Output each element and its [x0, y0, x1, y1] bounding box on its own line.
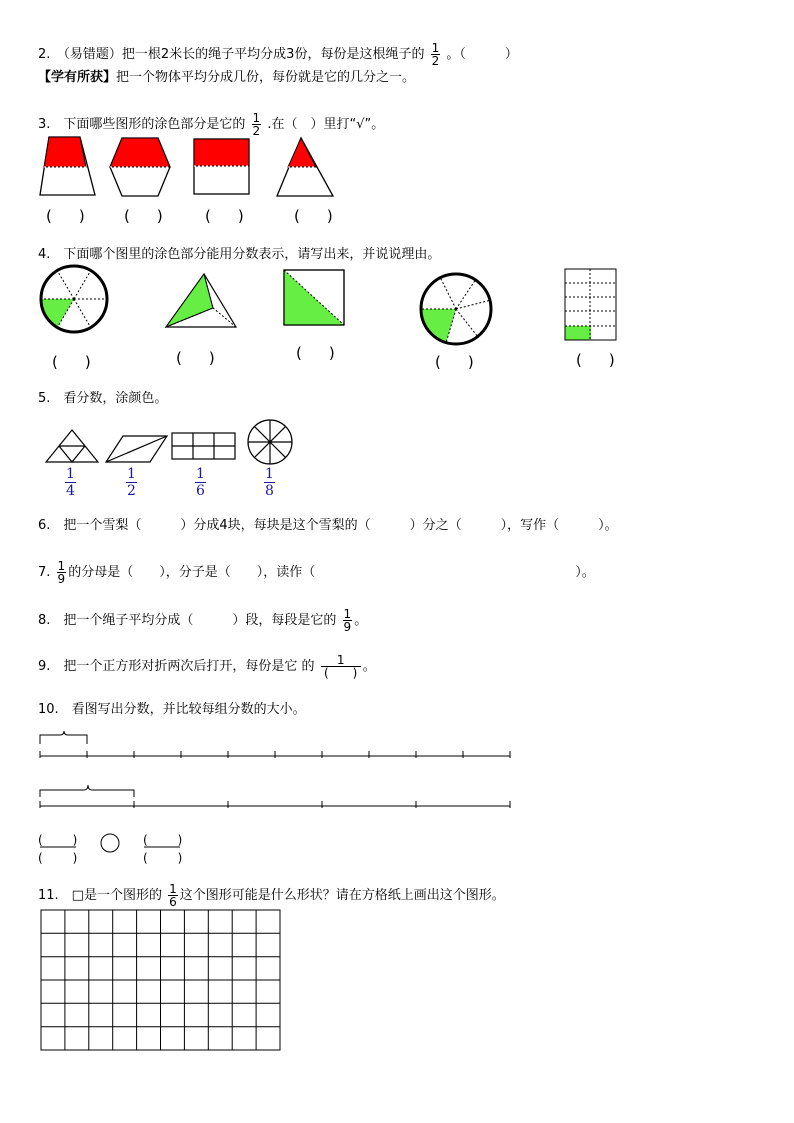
triangle-quarters — [46, 430, 98, 462]
fraction: $\frac{1}{2}$ — [252, 111, 261, 138]
answer-paren[interactable]: ( ) — [205, 207, 250, 225]
question-11-text: 11. □是一个图形的 — [38, 888, 162, 903]
rectangle-grid-one-shaded — [565, 269, 616, 340]
circle-eighths — [248, 420, 292, 464]
square-grid-paper[interactable] — [41, 910, 280, 1050]
answer-paren[interactable]: ( ) — [52, 353, 97, 371]
question-8-tail: 。 — [354, 613, 368, 628]
answer-numerator[interactable]: ( ) — [143, 833, 185, 847]
rectangle-sixths — [172, 433, 235, 459]
answer-numerator[interactable]: ( ) — [38, 833, 80, 847]
square-half-shaded — [194, 139, 249, 194]
question-4: 4. 下面哪个图里的涂色部分能用分数表示，请写出来，并说说理由。 — [38, 247, 441, 262]
parallelogram-halves — [106, 436, 167, 462]
fraction-label: $\frac{1}{8}$ — [265, 466, 274, 499]
fraction-label: $\frac{1}{2}$ — [127, 466, 136, 499]
answer-paren[interactable]: ( ) — [46, 207, 91, 225]
question-11 — [38, 883, 505, 908]
tip-text: 把一个物体平均分成几份，每份就是它的几分之一。 — [116, 70, 416, 85]
fraction: $\frac{1}{9}$ — [57, 559, 66, 586]
circle-sixths-unequal-shaded — [421, 274, 491, 344]
number-line-2 — [40, 785, 510, 808]
question-9 — [38, 654, 376, 679]
fraction: $\frac{1}{6}$ — [169, 882, 177, 909]
question-11-text-post: 这个图形可能是什么形状？请在方格纸上画出这个图形。 — [179, 888, 505, 903]
question-8 — [38, 608, 367, 633]
fraction: $\frac{1}{9}$ — [343, 607, 352, 634]
number-line-1 — [40, 731, 510, 758]
question-8-text: 8. 把一个绳子平均分成（ ）段，每段是它的 — [38, 613, 337, 628]
fraction-label: $\frac{1}{4}$ — [66, 466, 75, 499]
question-7-text: 的分母是（ ），分子是（ ），读作（ ）。 — [68, 565, 595, 580]
pyramid-triangle-one-shaded — [166, 274, 236, 327]
answer-paren[interactable]: ( ) — [294, 207, 339, 225]
question-5: 5. 看分数，涂颜色。 — [38, 391, 168, 406]
answer-paren[interactable]: ( ) — [576, 351, 621, 369]
question-3-text: 3. 下面哪些图形的涂色部分是它的 — [38, 117, 246, 132]
trapezoid-half-shaded — [40, 137, 95, 195]
question-6: 6. 把一个雪梨（ ）分成4块，每块是这个雪梨的（ ）分之（ ），写作（ ）。 — [38, 518, 618, 533]
question-3-tail: .在（ ）里打“√”。 — [267, 117, 385, 132]
square-diagonal-half-shaded — [284, 270, 344, 325]
question-7 — [38, 560, 595, 585]
answer-paren[interactable]: ( ) — [435, 353, 480, 371]
answer-paren[interactable]: ( ) — [296, 344, 341, 362]
answer-denominator[interactable]: ( ) — [143, 851, 185, 865]
question-number: 7. — [38, 565, 51, 580]
fraction: $\frac{1}{2}$ — [431, 41, 440, 68]
answer-denominator[interactable]: ( ) — [38, 851, 80, 865]
fraction-label: $\frac{1}{6}$ — [196, 466, 205, 499]
hexagon-half-shaded — [110, 138, 170, 196]
tip-label: 【学有所获】 — [38, 70, 117, 85]
fraction: $\frac{1}{( )}$ — [321, 654, 361, 679]
circle-sixths-one-shaded — [41, 266, 107, 332]
question-9-text: 9. 把一个正方形对折两次后打开，每份是它 的 — [38, 659, 315, 674]
triangle-half-shaded — [277, 138, 333, 196]
answer-paren[interactable]: ( ) — [124, 207, 169, 225]
question-2-text: 2. （易错题）把一根2米长的绳子平均分成3份，每份是这根绳子的 — [38, 47, 425, 62]
question-9-tail: 。 — [362, 659, 376, 674]
answer-paren[interactable]: ( ) — [176, 349, 221, 367]
question-10: 10. 看图写出分数，并比较每组分数的大小。 — [38, 702, 306, 717]
answer-paren[interactable]: 。（ ） — [446, 47, 518, 62]
